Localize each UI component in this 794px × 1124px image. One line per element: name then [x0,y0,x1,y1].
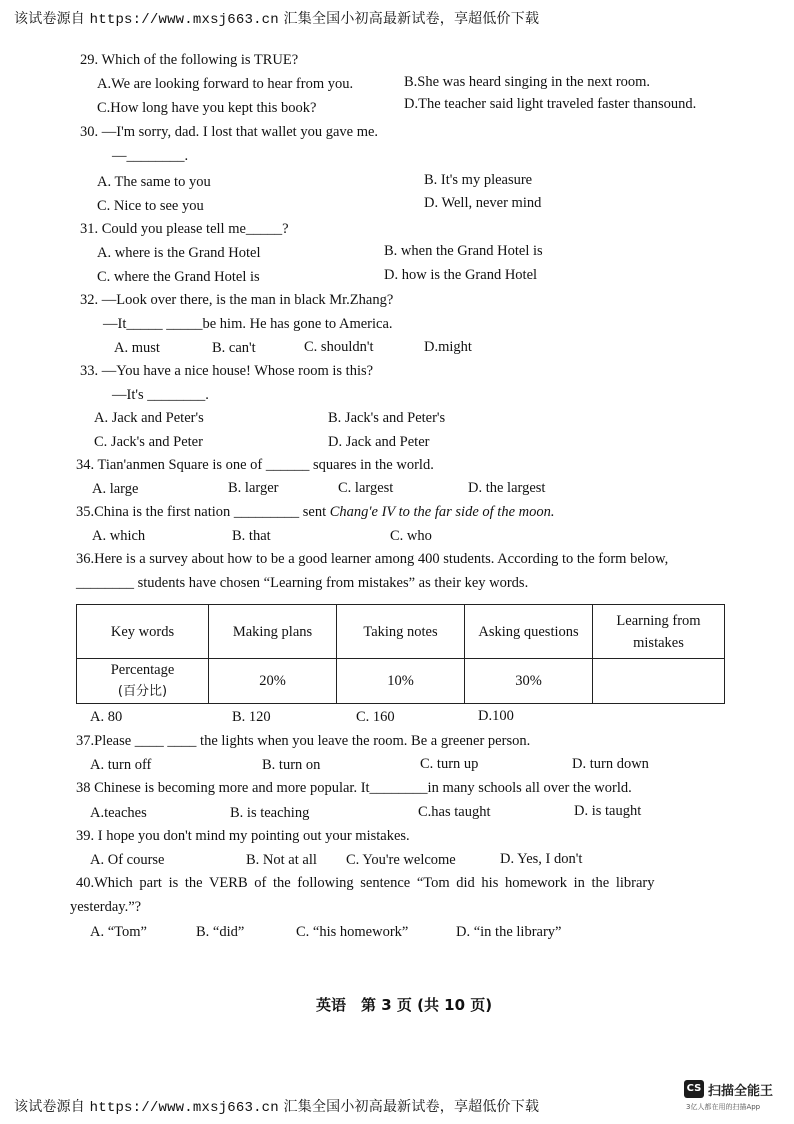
q29-option-d: D.The teacher said light traveled faster thansound. [404,96,697,112]
q36-option-d: D.100 [478,708,514,724]
q34-option-c: C. largest [338,480,394,496]
q38-option-b: B. is teaching [230,805,310,821]
q40-option-c: C. “his homework” [296,924,409,940]
survey-cell-making-plans: Making plans [209,605,337,659]
survey-table [76,604,725,704]
percentage-label-en: Percentage [110,662,175,678]
survey-cell-asking-questions: Asking questions [465,605,593,659]
survey-cell-percentage-label [77,659,209,704]
survey-header-row [77,605,725,659]
q39-stem: 39. I hope you don't mind my pointing out your mistakes. [76,828,410,844]
q36-line2: ________ students have chosen “Learning from mistakes” as their key words. [76,575,529,591]
source-tagline: 汇集全国小初高最新试卷，享超低价下载 [283,11,540,27]
q37-option-b: B. turn on [262,757,321,773]
q31-stem: 31. Could you please tell me_____? [80,221,289,237]
survey-value-making-plans: 20% [209,659,337,704]
q34-option-a: A. large [92,481,139,497]
page-number-footer: 英语 第 3 页 (共 10 页) [316,996,493,1014]
q34-stem: 34. Tian'anmen Square is one of ______ squares in the world. [76,457,434,473]
q32-option-a: A. must [114,340,160,356]
q30-blank-line: —________. [112,148,189,164]
q37-option-c: C. turn up [420,756,479,772]
q30-option-c: C. Nice to see you [97,198,204,214]
source-url[interactable]: https://www.mxsj663.cn [89,12,279,28]
q40-option-d: D. “in the library” [456,924,562,940]
q31-option-a: A. where is the Grand Hotel [97,245,261,261]
q31-option-b: B. when the Grand Hotel is [384,243,543,259]
q36-option-c: C. 160 [356,709,395,725]
q40-stem: 40.Which part is the VERB of the following sentence “Tom did his homework in the library [76,875,655,891]
q32-stem: 32. —Look over there, is the man in black Mr.Zhang? [80,292,394,308]
q35-stem [76,504,554,521]
q36-stem: 36.Here is a survey about how to be a good learner among 400 students. According to the form below, [76,551,669,567]
survey-value-taking-notes: 10% [337,659,465,704]
q33-stem: 33. —You have a nice house! Whose room is this? [80,363,374,379]
q33-line2: —It's ________. [112,387,209,403]
q36-option-b: B. 120 [232,709,271,725]
q37-option-d: D. turn down [572,756,649,772]
q33-option-b: B. Jack's and Peter's [328,410,446,426]
q30-option-a: A. The same to you [97,174,211,190]
q32-line2: —It_____ _____be him. He has gone to America. [103,316,393,332]
q38-stem: 38 Chinese is becoming more and more popular. It________in many schools all over the world. [76,780,632,796]
q35-option-a: A. which [92,528,146,544]
q35-stem-text: 35.China is the first nation _________ sent [76,504,330,520]
source-tagline: 汇集全国小初高最新试卷，享超低价下载 [283,1099,540,1115]
q30-option-b: B. It's my pleasure [424,172,533,188]
q37-option-a: A. turn off [90,757,152,773]
q29-option-c: C.How long have you kept this book? [97,100,317,116]
q34-option-d: D. the largest [468,480,546,496]
camscanner-slogan: 3亿人都在用的扫描App [686,1103,761,1111]
q35-option-b: B. that [232,528,271,544]
q35-option-c: C. who [390,528,432,544]
source-label: 该试卷源自 [14,11,85,27]
q33-option-d: D. Jack and Peter [328,434,430,450]
q32-option-c: C. shouldn't [304,339,374,355]
source-url[interactable]: https://www.mxsj663.cn [89,1100,279,1116]
q39-option-a: A. Of course [90,852,165,868]
q40-option-b: B. “did” [196,924,245,940]
q29-stem: 29. Which of the following is TRUE? [80,52,299,68]
q30-stem: 30. —I'm sorry, dad. I lost that wallet you gave me. [80,124,379,140]
q32-option-d: D.might [424,339,472,355]
q40-option-a: A. “Tom” [90,924,147,940]
camscanner-name: 扫描全能王 [708,1084,774,1099]
q33-option-a: A. Jack and Peter's [94,410,204,426]
q31-option-d: D. how is the Grand Hotel [384,267,538,283]
survey-cell-key-words: Key words [77,605,209,659]
survey-value-asking-questions: 30% [465,659,593,704]
source-label: 该试卷源自 [14,1099,85,1115]
q39-option-b: B. Not at all [246,852,317,868]
q36-option-a: A. 80 [90,709,123,725]
q35-stem-italic: Chang'e IV to the far side of the moon. [329,504,555,520]
q34-option-b: B. larger [228,480,279,496]
q38-option-c: C.has taught [418,804,491,820]
q32-option-b: B. can't [212,340,256,356]
survey-cell-taking-notes: Taking notes [337,605,465,659]
q37-stem: 37.Please ____ ____ the lights when you leave the room. Be a greener person. [76,733,531,749]
q29-option-b: B.She was heard singing in the next room. [404,74,651,90]
survey-percentage-row [77,659,725,704]
q31-option-c: C. where the Grand Hotel is [97,269,260,285]
percentage-label-cn: (百分比) [117,684,168,699]
survey-cell-learning-from-mistakes: Learning from mistakes [593,605,725,659]
q38-option-d: D. is taught [574,803,642,819]
q39-option-c: C. You're welcome [346,852,456,868]
q33-option-c: C. Jack's and Peter [94,434,203,450]
q40-line2: yesterday.”? [70,899,142,915]
q39-option-d: D. Yes, I don't [500,851,583,867]
survey-value-learning-from-mistakes [593,659,725,704]
source-banner-bottom [14,1096,539,1116]
camscanner-logo-icon: CS [684,1080,704,1098]
source-banner-top [14,8,539,28]
q29-option-a: A.We are looking forward to hear from you. [97,76,354,92]
q38-option-a: A.teaches [90,805,147,821]
q30-option-d: D. Well, never mind [424,195,542,211]
